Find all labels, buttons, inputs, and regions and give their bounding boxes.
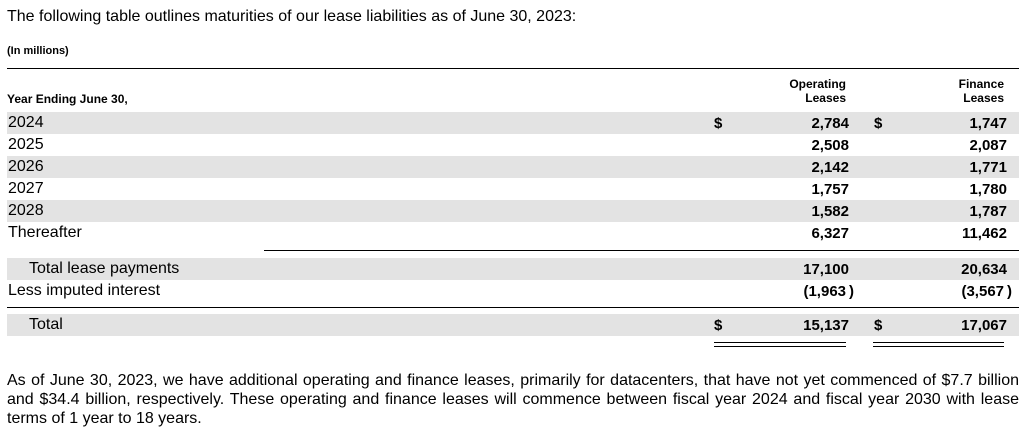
- dollar-sign: $: [874, 317, 883, 334]
- header-finance-line1: Finance: [958, 77, 1004, 91]
- subtotal-rule: [264, 250, 1019, 251]
- header-operating-line1: Operating: [789, 77, 846, 91]
- row-label: 2026: [8, 158, 44, 175]
- row-label: Less imputed interest: [8, 282, 161, 299]
- operating-value: 6,327: [811, 225, 849, 242]
- operating-value: 2,508: [811, 137, 849, 154]
- operating-value: 1,757: [811, 181, 849, 198]
- imputed-interest-row: [7, 280, 1019, 302]
- row-label: 2024: [8, 114, 44, 131]
- finance-value: 1,787: [969, 203, 1007, 220]
- row-label: 2025: [8, 136, 44, 153]
- intro-text: The following table outlines maturities of our lease liabilities as of June 30, 2023:: [7, 8, 577, 25]
- operating-value: (1,963 ): [803, 283, 854, 300]
- double-underline-operating: [714, 342, 846, 347]
- operating-value: 2,142: [811, 159, 849, 176]
- table-row: [7, 200, 1019, 222]
- operating-value: 15,137: [803, 317, 849, 334]
- table-row: [7, 222, 1019, 244]
- table-row: [7, 112, 1019, 134]
- finance-value: 1,771: [969, 159, 1007, 176]
- finance-value: 2,087: [969, 137, 1007, 154]
- operating-value: 1,582: [811, 203, 849, 220]
- header-operating-line2: Leases: [805, 91, 846, 105]
- finance-value: 20,634: [961, 261, 1007, 278]
- table-row: [7, 134, 1019, 156]
- table-top-rule: [7, 68, 1019, 69]
- dollar-sign: $: [714, 115, 723, 132]
- header-finance-line2: Leases: [963, 91, 1004, 105]
- dollar-sign: $: [874, 115, 883, 132]
- outro-text: As of June 30, 2023, we have additional operating and finance leases, primarily for datacenters, that have not yet commenced of $7.7 billion and $34.4 billion, respectively. These operating and finance leases will commence between fiscal year 2024 and fiscal year 2030 with lease terms of 1 year to 18 years.: [7, 372, 1019, 427]
- finance-value: 1,747: [969, 115, 1007, 132]
- finance-value: 17,067: [961, 317, 1007, 334]
- table-row: [7, 178, 1019, 200]
- table-row: [7, 156, 1019, 178]
- unit-note: (In millions): [7, 45, 69, 57]
- double-underline-finance: [873, 342, 1004, 347]
- row-label: 2027: [8, 180, 44, 197]
- row-label: Thereafter: [8, 224, 82, 241]
- finance-value: 11,462: [961, 225, 1007, 242]
- header-finance-leases: [959, 77, 1004, 105]
- row-label: Total lease payments: [29, 260, 180, 277]
- total-lease-payments-row: [7, 258, 1019, 280]
- total-row: [7, 314, 1019, 336]
- finance-value: (3,567 ): [961, 283, 1012, 300]
- finance-value: 1,780: [969, 181, 1007, 198]
- total-rule: [7, 307, 1019, 308]
- operating-value: 2,784: [811, 115, 849, 132]
- header-year: Year Ending June 30,: [7, 92, 128, 106]
- operating-value: 17,100: [803, 261, 849, 278]
- row-label: 2028: [8, 202, 44, 219]
- row-label: Total: [29, 316, 63, 333]
- dollar-sign: $: [714, 317, 723, 334]
- header-operating-leases: [789, 77, 846, 105]
